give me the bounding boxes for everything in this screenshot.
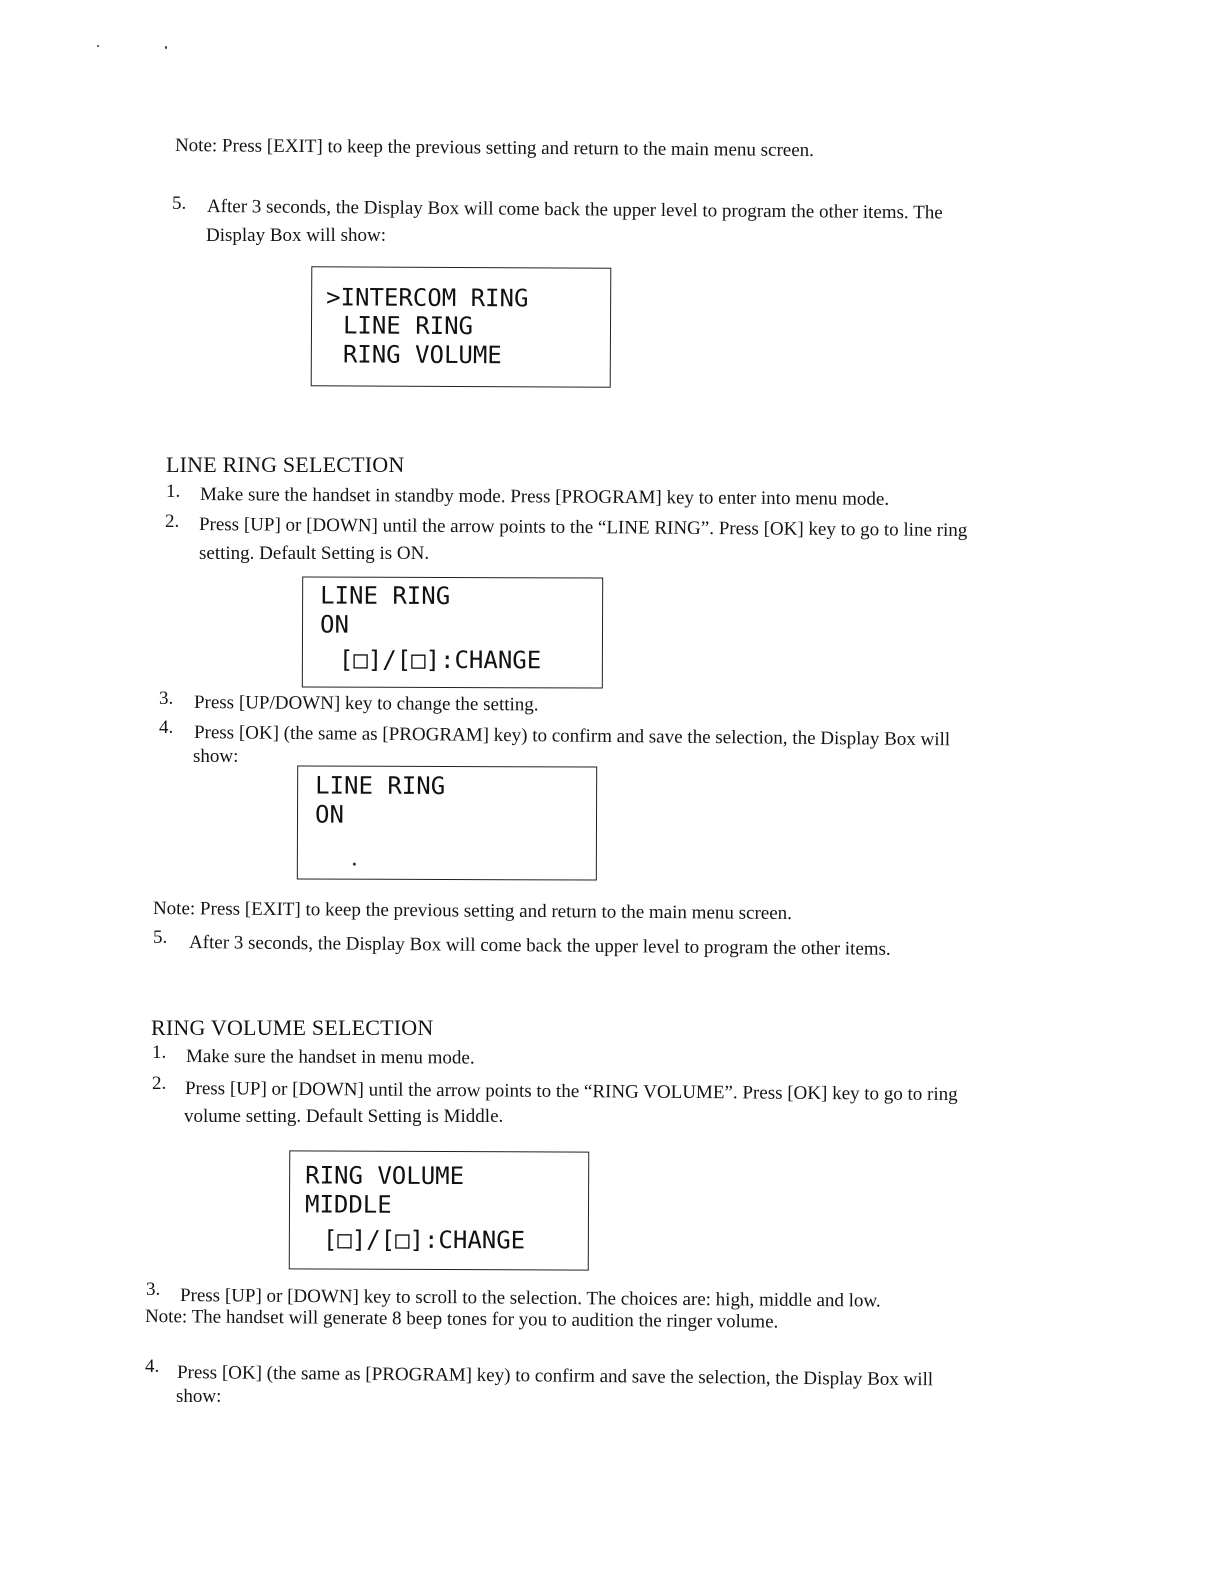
note-exit: Note: Press [EXIT] to keep the previous setting and return to the main menu screen. <box>152 898 793 925</box>
step-number: 4. <box>145 1356 160 1377</box>
display-row: MIDDLE <box>304 1190 392 1219</box>
step-number: 5. <box>153 927 168 948</box>
section-heading-ring-volume: RING VOLUME SELECTION <box>151 1015 434 1040</box>
step-text: Press [UP/DOWN] key to change the setting. <box>193 692 539 716</box>
step-text: setting. Default Setting is ON. <box>199 543 430 564</box>
step-text: Press [OK] (the same as [PROGRAM] key) to confirm and save the selection, the Display Box will <box>176 1362 934 1391</box>
display-box-menu <box>311 266 612 388</box>
step-text: After 3 seconds, the Display Box will come back the upper level to program the other items. <box>188 932 891 960</box>
step-text: volume setting. Default Setting is Middle. <box>184 1106 504 1127</box>
display-row: RING VOLUME <box>305 1161 465 1191</box>
display-row: ON <box>319 610 349 639</box>
step-number: 3. <box>146 1279 161 1300</box>
step-text: Make sure the handset in standby mode. Press [PROGRAM] key to enter into menu mode. <box>199 484 890 510</box>
step-number: 1. <box>166 481 181 502</box>
step-number: 4. <box>159 717 174 738</box>
step-number: 2. <box>165 511 180 532</box>
scan-speck <box>353 863 356 866</box>
display-row: RING VOLUME <box>342 340 502 370</box>
note-volume: Note: The handset will generate 8 beep tones for you to audition the ringer volume. <box>144 1306 779 1333</box>
step-text: show: <box>176 1386 222 1407</box>
display-row: ON <box>314 800 344 829</box>
display-box-line-ring-saved <box>297 765 597 880</box>
display-row: [□]/[□]:CHANGE <box>338 645 542 675</box>
step-text: Press [UP] or [DOWN] key to scroll to the selection. The choices are: high, middle and low. <box>179 1285 881 1312</box>
step-number: 3. <box>159 688 174 709</box>
display-row: LINE RING <box>320 581 451 610</box>
scan-speck <box>97 45 99 47</box>
step-text: Make sure the handset in menu mode. <box>185 1046 475 1069</box>
display-box-line-ring-change <box>302 576 603 688</box>
step-text: Display Box will show: <box>206 225 386 246</box>
note-exit: Note: Press [EXIT] to keep the previous setting and return to the main menu screen. <box>174 135 815 162</box>
step-text: Press [UP] or [DOWN] until the arrow points to the “RING VOLUME”. Press [OK] key to go to ring <box>184 1078 958 1106</box>
display-box-ring-volume-change <box>289 1150 590 1270</box>
step-text: Press [OK] (the same as [PROGRAM] key) to confirm and save the selection, the Display Box will <box>193 722 951 751</box>
scan-speck <box>165 46 167 49</box>
step-text: After 3 seconds, the Display Box will come back the upper level to program the other items. The <box>206 196 943 224</box>
step-number: 1. <box>152 1042 167 1063</box>
display-row: [□]/[□]:CHANGE <box>322 1225 526 1255</box>
step-number: 2. <box>152 1073 167 1094</box>
step-text: show: <box>193 746 239 767</box>
display-row: LINE RING <box>315 771 446 800</box>
display-row: >INTERCOM RING <box>326 283 529 313</box>
section-heading-line-ring: LINE RING SELECTION <box>166 452 405 477</box>
step-text: Press [UP] or [DOWN] until the arrow points to the “LINE RING”. Press [OK] key to go to line ring <box>198 514 968 542</box>
display-row: LINE RING <box>342 311 474 341</box>
step-number: 5. <box>172 193 187 214</box>
